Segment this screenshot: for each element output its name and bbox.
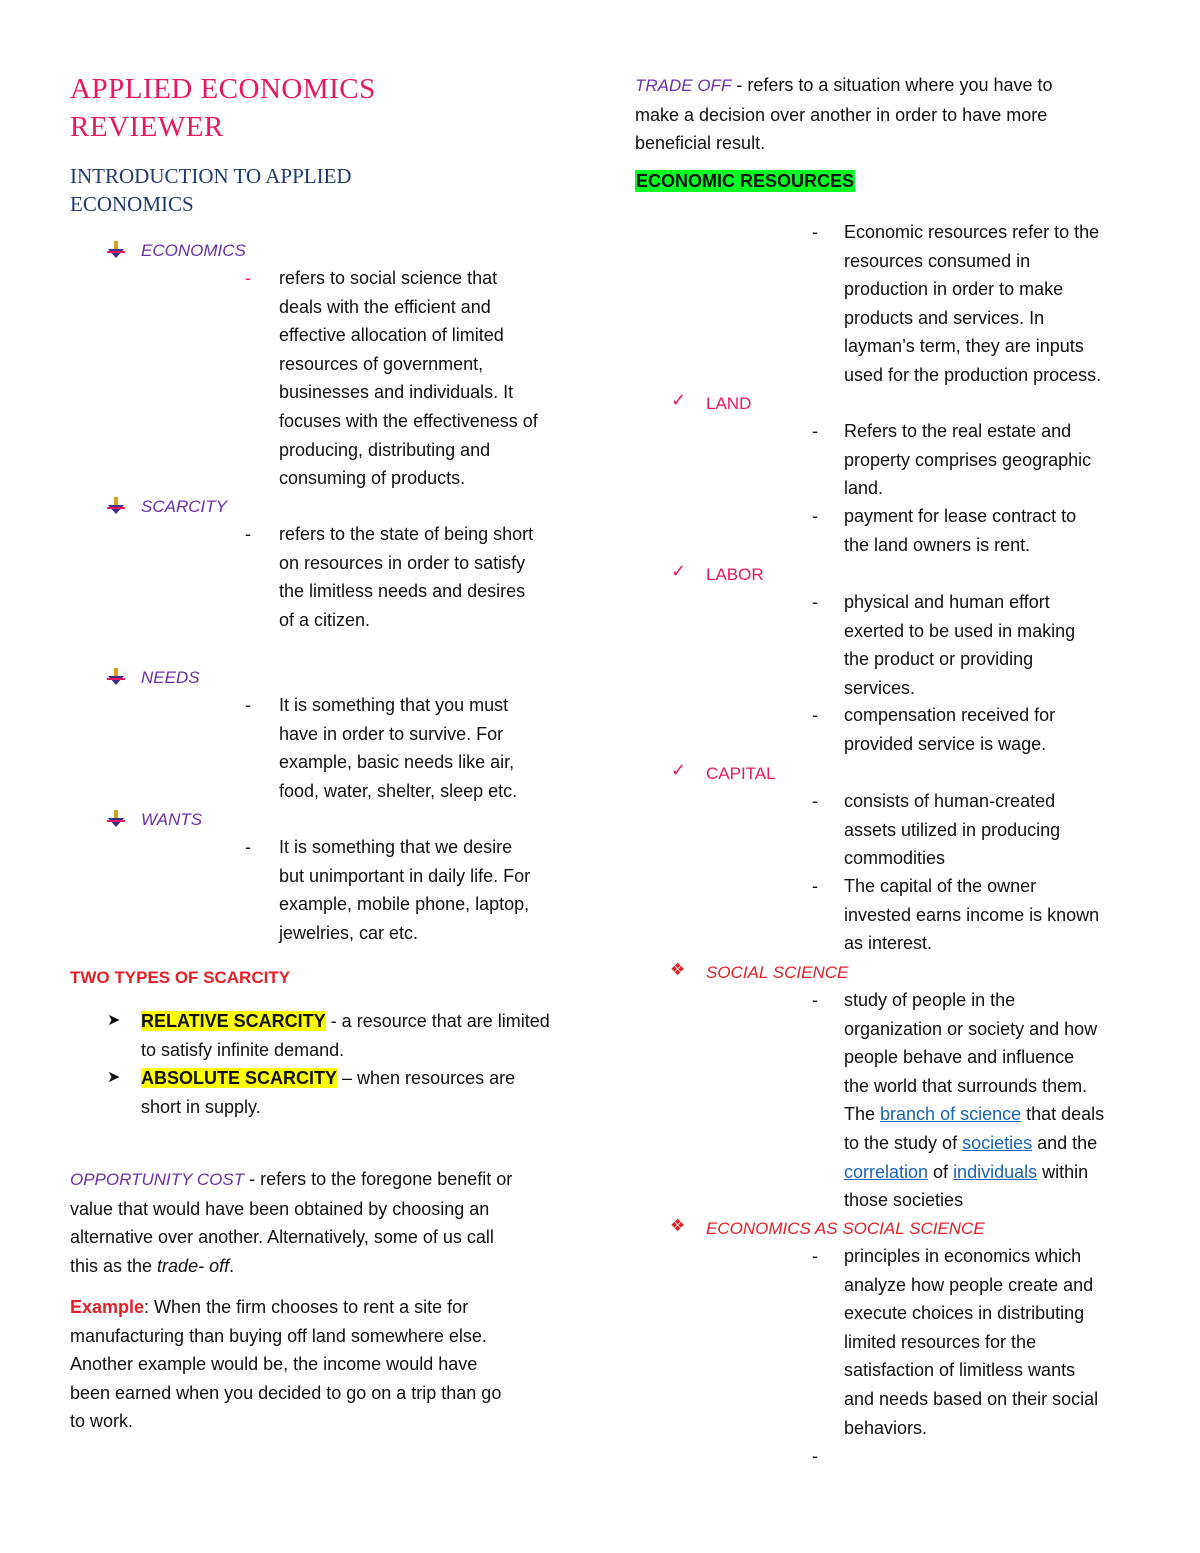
correlation-link[interactable]: correlation — [844, 1161, 929, 1182]
checkmark-icon: ✓ — [671, 390, 687, 410]
economic-resources-heading: ECONOMIC RESOURCES — [636, 171, 855, 191]
societies-link[interactable]: societies — [962, 1132, 1033, 1153]
four-diamond-icon: ❖ — [670, 1216, 686, 1235]
resources-intro: Economic resources refer to the resources consumed in production in order to make products and services. In layman’s term, they are inputs used for the production process. — [844, 222, 1102, 385]
absolute-scarcity-item: ABSOLUTE SCARCITY – when resources are short in supply. — [141, 1068, 516, 1117]
arrow-down-bullet-icon — [107, 241, 125, 259]
branch-of-science-link[interactable]: branch of science — [880, 1104, 1022, 1125]
dash: - — [812, 1246, 818, 1266]
term-wants-definition: It is something that we desire but unimportant in daily life. For example, mobile phone, laptop, jewelries, car etc. — [279, 837, 531, 943]
arrow-down-bullet-icon — [107, 497, 125, 515]
arrow-down-bullet-icon — [107, 810, 125, 828]
term-economics-definition: refers to social science that deals with the efficient and effective allocation of limited resources of government, businesses and individuals. It focuses with the effectiveness of producing, distributing and consuming of products. — [279, 268, 538, 489]
relative-scarcity-item: RELATIVE SCARCITY - a resource that are limited to satisfy infinite demand. — [141, 1011, 550, 1060]
dash: - — [812, 222, 818, 242]
dash: - — [245, 837, 251, 857]
dash: - — [245, 524, 251, 544]
arrow-right-bullet-icon: ➤ — [107, 1069, 121, 1086]
dash: - — [812, 421, 818, 441]
term-wants: WANTS — [141, 810, 203, 829]
checkmark-icon: ✓ — [671, 561, 687, 581]
economics-as-social-science-label: ECONOMICS AS SOCIAL SCIENCE — [706, 1219, 985, 1238]
dash: - — [245, 268, 251, 288]
capital-item-1: consists of human-created assets utilized in producing commodities — [844, 791, 1061, 869]
individuals-link[interactable]: individuals — [953, 1161, 1038, 1182]
land-label: LAND — [706, 394, 752, 413]
term-needs-definition: It is something that you must have in order to survive. For example, basic needs like air, food, water, shelter, sleep etc. — [279, 695, 518, 801]
section-subtitle: INTRODUCTION TO APPLIED ECONOMICS — [70, 164, 352, 216]
term-economics: ECONOMICS — [141, 241, 246, 260]
capital-item-2: The capital of the owner invested earns income is known as interest. — [844, 876, 1100, 954]
capital-label: CAPITAL — [706, 764, 776, 783]
checkmark-icon: ✓ — [671, 760, 687, 780]
land-item-1: Refers to the real estate and property comprises geographic land. — [844, 421, 1092, 499]
dash: - — [812, 791, 818, 811]
document-title: APPLIED ECONOMICS REVIEWER — [70, 73, 376, 143]
term-needs: NEEDS — [141, 668, 200, 687]
labor-label: LABOR — [706, 565, 764, 584]
types-of-scarcity-heading: TWO TYPES OF SCARCITY — [70, 968, 291, 987]
trade-off-paragraph: TRADE OFF - refers to a situation where you have to make a decision over another in order to have more beneficial result. — [635, 75, 1053, 154]
arrow-right-bullet-icon: ➤ — [107, 1012, 121, 1029]
labor-item-2: compensation received for provided service is wage. — [844, 705, 1056, 754]
land-item-2: payment for lease contract to the land owners is rent. — [844, 506, 1077, 555]
example-paragraph: Example: When the firm chooses to rent a site for manufacturing than buying off land somewhere else. Another example would be, the income would have been earned when you decided to go on a trip than go to work. — [70, 1297, 502, 1432]
dash: - — [812, 506, 818, 526]
labor-item-1: physical and human effort exerted to be used in making the product or providing services. — [844, 592, 1076, 698]
dash: - — [245, 695, 251, 715]
arrow-down-bullet-icon — [107, 668, 125, 686]
dash: - — [812, 592, 818, 612]
dash: - — [812, 990, 818, 1010]
opportunity-cost-paragraph: OPPORTUNITY COST - refers to the foregone benefit or value that would have been obtained by choosing an alternative over another. Alternatively, some of us call this as the trade- off. — [70, 1169, 513, 1276]
term-scarcity-definition: refers to the state of being short on resources in order to satisfy the limitless needs and desires of a citizen. — [279, 524, 534, 630]
trailing-dash: - — [812, 1446, 818, 1466]
dash: - — [812, 705, 818, 725]
social-science-label: SOCIAL SCIENCE — [706, 963, 849, 982]
term-scarcity: SCARCITY — [141, 497, 227, 516]
economics-as-social-science-definition: principles in economics which analyze how people create and execute choices in distributing limited resources for the satisfaction of limitless wants and needs based on their social behaviors. — [844, 1246, 1099, 1438]
four-diamond-icon: ❖ — [670, 960, 686, 979]
dash: - — [812, 876, 818, 896]
social-science-definition: study of people in the organization or society and how people behave and influence the world that surrounds them. The branch of science that deals to the study of societies and the correlation of individuals within those societies — [844, 990, 1105, 1211]
